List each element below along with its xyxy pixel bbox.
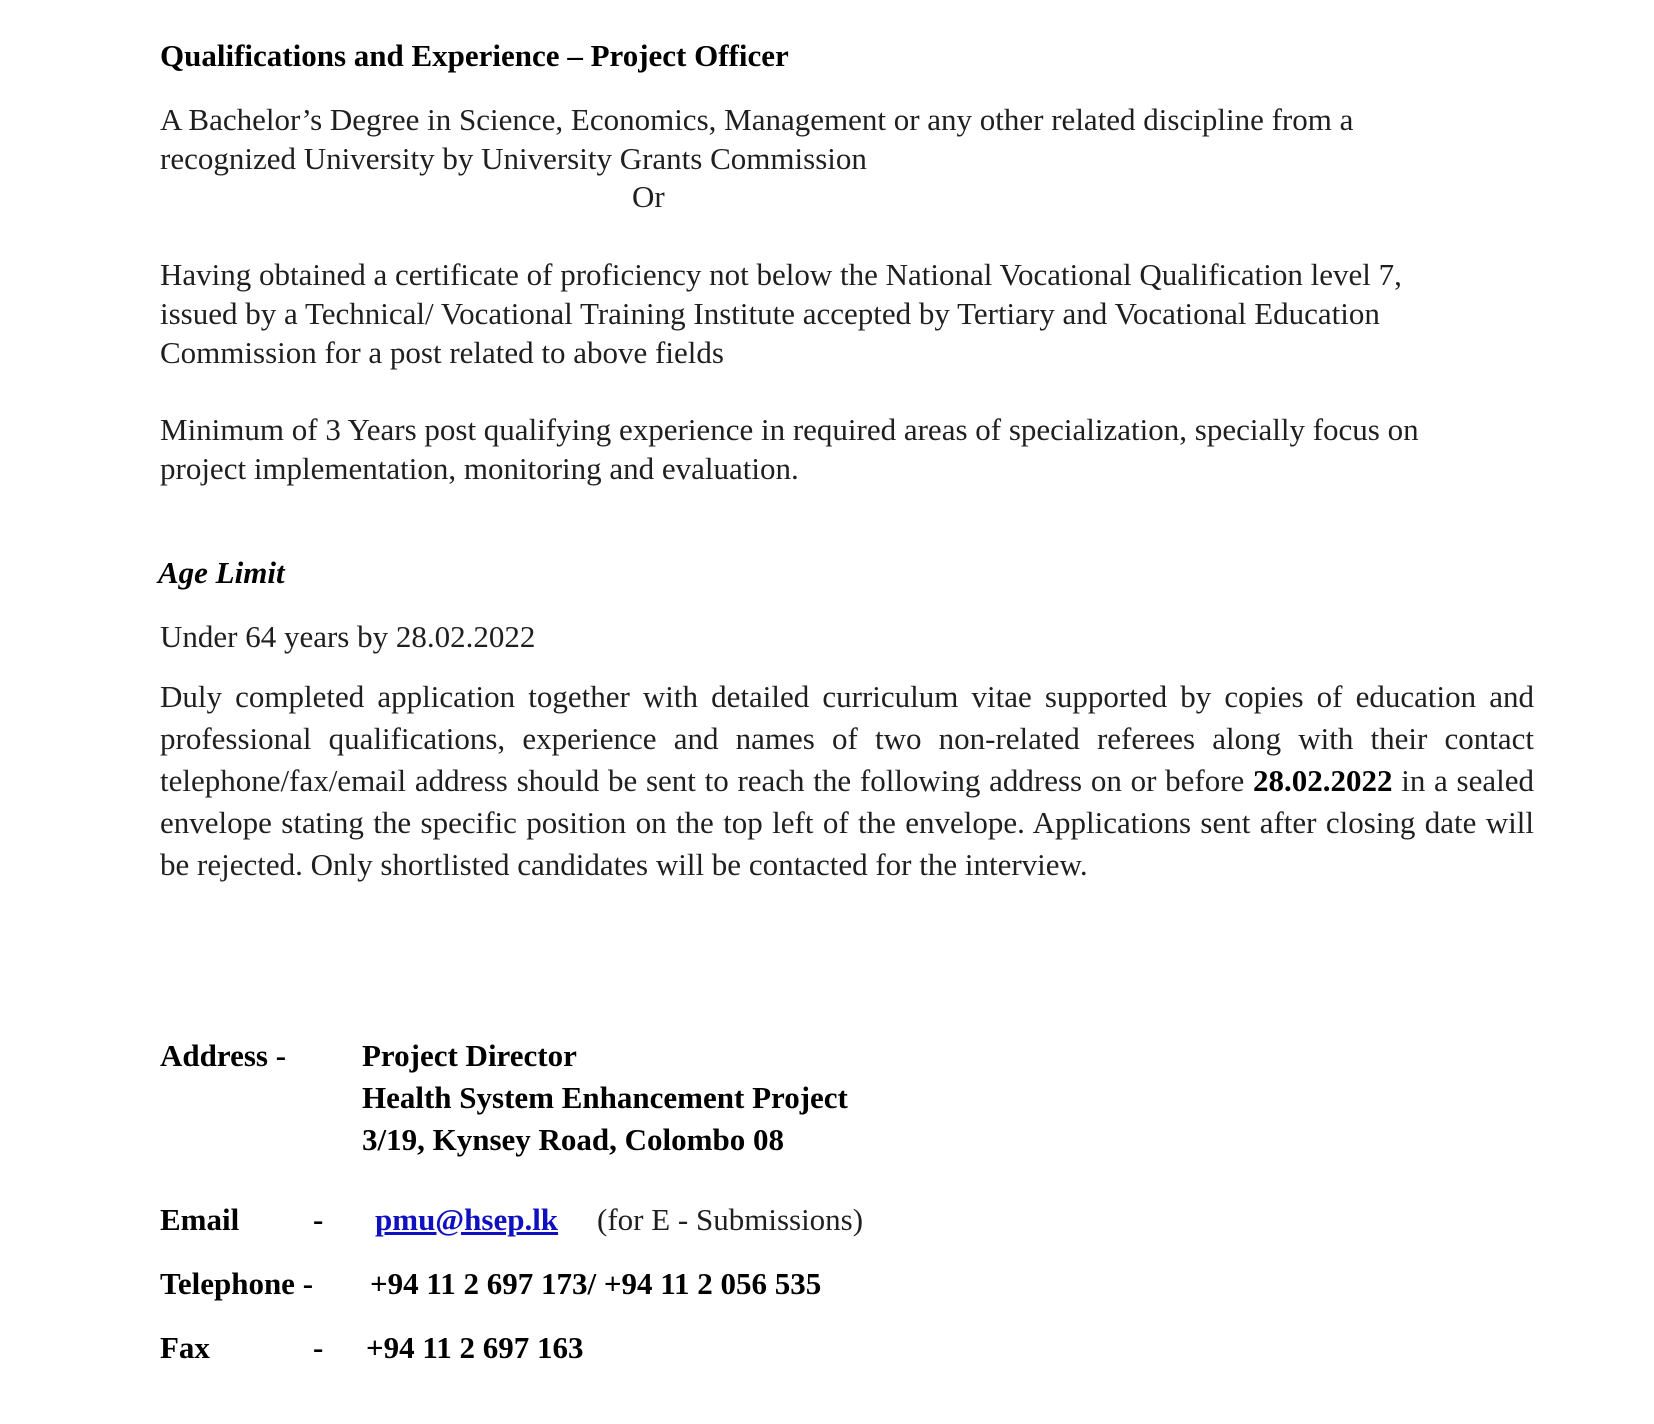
experience-requirement-line-1: Minimum of 3 Years post qualifying experience in required areas of specialization, specially focus on [160,412,1419,447]
address-line-2: Health System Enhancement Project [362,1080,848,1115]
telephone-value: +94 11 2 697 173/ +94 11 2 056 535 [370,1266,822,1301]
or-separator: Or [632,179,665,214]
application-text-part-1: Duly completed application together with detailed curriculum vitae supported by copies of education and professional qualifications, experience and names of two non-related referees along with their contact telephone/fax/email address should be sent to reach the following address on or before [160,679,1534,798]
email-label: Email [160,1202,240,1237]
certificate-requirement-line-3: Commission for a post related to above fields [160,335,724,370]
fax-dash: - [313,1330,324,1365]
email-link[interactable]: pmu@hsep.lk [375,1202,559,1237]
fax-value: +94 11 2 697 163 [366,1330,584,1365]
certificate-requirement-line-1: Having obtained a certificate of proficiency not below the National Vocational Qualification level 7, [160,257,1402,292]
experience-requirement-line-2: project implementation, monitoring and evaluation. [160,451,799,486]
degree-requirement-line-1: A Bachelor’s Degree in Science, Economics, Management or any other related discipline from a [160,102,1354,137]
address-line-1: Project Director [362,1038,577,1073]
address-label: Address - [160,1038,287,1073]
degree-requirement-line-2: recognized University by University Grants Commission [160,141,867,176]
email-dash: - [313,1202,324,1237]
application-instructions [160,676,1534,886]
certificate-requirement-line-2: issued by a Technical/ Vocational Training Institute accepted by Tertiary and Vocational Education [160,296,1380,331]
address-line-3: 3/19, Kynsey Road, Colombo 08 [362,1122,784,1157]
section-heading: Qualifications and Experience – Project Officer [160,38,789,73]
fax-label: Fax [160,1330,210,1365]
age-limit-heading: Age Limit [158,555,285,590]
application-text-part-2: in a sealed envelope stating the specific position on the top left of the envelope. Applications sent after closing date will be rejected. Only shortlisted candidates will be contacted for the interview. [160,763,1534,882]
email-note: (for E - Submissions) [597,1202,864,1237]
telephone-label: Telephone - [160,1266,314,1301]
age-limit-text: Under 64 years by 28.02.2022 [160,619,536,654]
application-deadline: 28.02.2022 [1253,763,1393,798]
